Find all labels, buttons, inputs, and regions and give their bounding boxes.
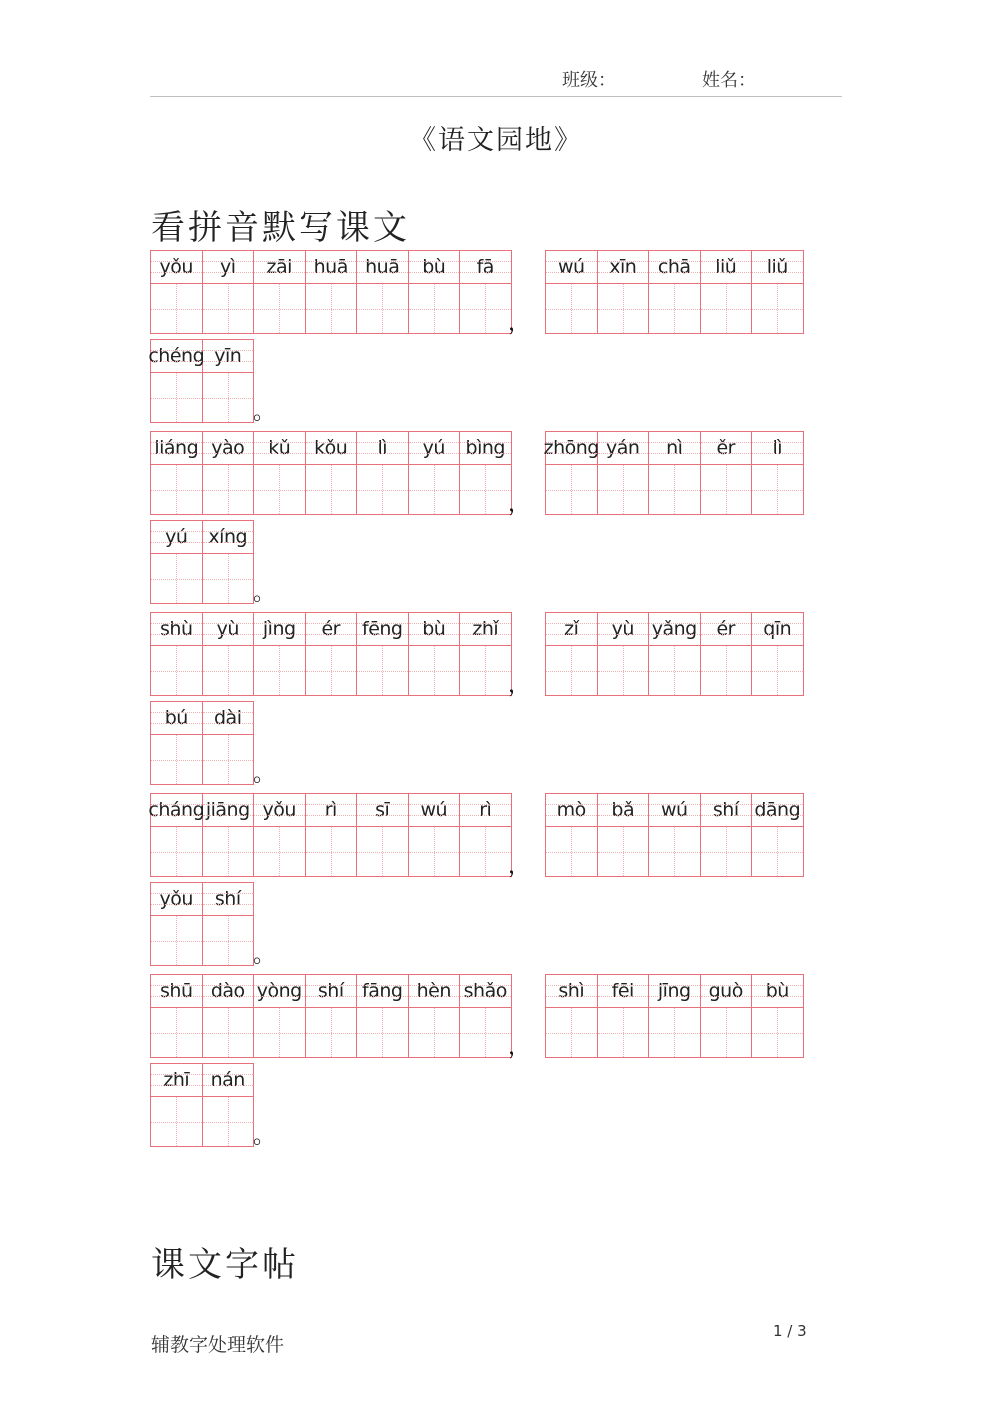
pinyin-label: lì <box>357 432 408 465</box>
writing-box[interactable] <box>598 465 649 514</box>
pinyin-label: chéng <box>151 340 202 373</box>
grid-cell[interactable] <box>598 794 650 877</box>
writing-box[interactable] <box>701 646 752 695</box>
grid-cell[interactable] <box>203 613 255 696</box>
grid-cell[interactable] <box>409 613 461 696</box>
grid-cell[interactable] <box>598 432 650 515</box>
writing-box[interactable] <box>460 465 511 514</box>
writing-box[interactable] <box>546 646 597 695</box>
pinyin-label: dào <box>203 975 254 1008</box>
comma-mark: ， <box>508 673 531 698</box>
writing-box[interactable] <box>752 284 803 333</box>
pinyin-label: yǎng <box>649 613 700 646</box>
writing-box[interactable] <box>357 284 408 333</box>
grid-cell[interactable] <box>409 794 461 877</box>
pinyin-label: shì <box>546 975 597 1008</box>
pinyin-label: rì <box>460 794 511 827</box>
phrase-group-first <box>150 974 512 1058</box>
pinyin-label: liáng <box>151 432 202 465</box>
writing-box[interactable] <box>701 284 752 333</box>
writing-box[interactable] <box>649 465 700 514</box>
comma-mark: ， <box>508 492 531 517</box>
writing-box[interactable] <box>151 1097 202 1146</box>
writing-box[interactable] <box>546 284 597 333</box>
writing-box[interactable] <box>306 284 357 333</box>
phrase-group-tail <box>150 882 254 966</box>
writing-box[interactable] <box>203 1097 254 1146</box>
pinyin-label: yù <box>203 613 254 646</box>
writing-box[interactable] <box>254 284 305 333</box>
grid-cell[interactable] <box>701 251 753 334</box>
pinyin-label: bú <box>151 702 202 735</box>
writing-box[interactable] <box>409 1008 460 1057</box>
grid-cell[interactable] <box>148 794 205 877</box>
grid-cell[interactable] <box>151 702 203 785</box>
pinyin-label: yǒu <box>151 883 202 916</box>
grid-cell[interactable] <box>357 794 409 877</box>
writing-box[interactable] <box>460 1008 511 1057</box>
grid-cell[interactable] <box>752 432 804 515</box>
phrase-group-tail <box>150 701 254 785</box>
writing-box[interactable] <box>752 646 803 695</box>
writing-box[interactable] <box>151 916 202 965</box>
period-mark: 。 <box>253 400 276 425</box>
grid-cell[interactable] <box>649 794 701 877</box>
period-mark: 。 <box>253 581 276 606</box>
grid-cell[interactable] <box>357 975 409 1058</box>
writing-box[interactable] <box>357 1008 408 1057</box>
pinyin-label: rì <box>306 794 357 827</box>
class-label: 班级： <box>562 70 616 91</box>
grid-cell[interactable] <box>306 975 358 1058</box>
pinyin-label: ěr <box>701 432 752 465</box>
writing-box[interactable] <box>701 827 752 876</box>
pinyin-label: yú <box>151 521 202 554</box>
writing-box[interactable] <box>151 465 202 514</box>
writing-box[interactable] <box>357 465 408 514</box>
grid-cell[interactable] <box>649 975 701 1058</box>
grid-cell[interactable] <box>409 251 461 334</box>
writing-box[interactable] <box>254 1008 305 1057</box>
grid-cell[interactable] <box>701 975 753 1058</box>
period-mark: 。 <box>253 943 276 968</box>
pinyin-label: nán <box>203 1064 254 1097</box>
writing-box[interactable] <box>460 284 511 333</box>
grid-cell[interactable] <box>203 340 255 423</box>
pinyin-label: mò <box>546 794 597 827</box>
grid-cell[interactable] <box>203 975 255 1058</box>
grid-cell[interactable] <box>151 975 203 1058</box>
pinyin-label: yào <box>203 432 254 465</box>
writing-box[interactable] <box>752 465 803 514</box>
grid-cell[interactable] <box>752 794 804 877</box>
phrase-group-second <box>545 250 804 334</box>
writing-box[interactable] <box>203 373 254 422</box>
phrase-group-tail <box>150 1063 254 1147</box>
pinyin-label: yòng <box>254 975 305 1008</box>
pinyin-label: fāng <box>357 975 408 1008</box>
pinyin-label: xīn <box>598 251 649 284</box>
grid-cell[interactable] <box>151 521 203 604</box>
pinyin-label: ér <box>701 613 752 646</box>
pinyin-label: fēi <box>598 975 649 1008</box>
writing-box[interactable] <box>254 465 305 514</box>
writing-box[interactable] <box>649 1008 700 1057</box>
writing-box[interactable] <box>357 827 408 876</box>
grid-cell[interactable] <box>203 251 255 334</box>
phrase-group-second <box>545 974 804 1058</box>
writing-box[interactable] <box>546 1008 597 1057</box>
writing-box[interactable] <box>151 827 202 876</box>
writing-box[interactable] <box>357 646 408 695</box>
period-mark: 。 <box>253 1124 276 1149</box>
grid-cell[interactable] <box>203 794 255 877</box>
pinyin-label: hèn <box>409 975 460 1008</box>
grid-cell[interactable] <box>254 975 306 1058</box>
writing-box[interactable] <box>409 284 460 333</box>
section-title-copybook: 课文字帖 <box>151 1245 299 1285</box>
pinyin-label: yīn <box>203 340 254 373</box>
grid-cell[interactable] <box>306 251 358 334</box>
grid-cell[interactable] <box>203 702 255 785</box>
grid-cell[interactable] <box>752 975 804 1058</box>
writing-box[interactable] <box>306 465 357 514</box>
grid-cell[interactable] <box>203 521 255 604</box>
pinyin-label: sī <box>357 794 408 827</box>
pinyin-label: yù <box>598 613 649 646</box>
writing-box[interactable] <box>752 1008 803 1057</box>
grid-cell[interactable] <box>598 975 650 1058</box>
grid-cell[interactable] <box>701 432 753 515</box>
pinyin-label: huā <box>357 251 408 284</box>
pinyin-label: zǐ <box>546 613 597 646</box>
pinyin-label: jīng <box>649 975 700 1008</box>
writing-box[interactable] <box>546 465 597 514</box>
grid-cell[interactable] <box>460 251 512 334</box>
pinyin-label: kǒu <box>306 432 357 465</box>
grid-cell[interactable] <box>306 794 358 877</box>
writing-box[interactable] <box>598 1008 649 1057</box>
grid-cell[interactable] <box>148 340 205 423</box>
phrase-group-second <box>545 793 804 877</box>
grid-cell[interactable] <box>598 613 650 696</box>
pinyin-label: lì <box>752 432 803 465</box>
page-number: 1 / 3 <box>773 1322 807 1340</box>
footer-software: 辅教字处理软件 <box>151 1334 285 1356</box>
writing-box[interactable] <box>460 827 511 876</box>
pinyin-label: jiāng <box>203 794 254 827</box>
pinyin-label: shí <box>701 794 752 827</box>
grid-cell[interactable] <box>546 613 598 696</box>
grid-cell[interactable] <box>151 1064 203 1147</box>
grid-cell[interactable] <box>306 432 358 515</box>
grid-cell[interactable] <box>546 975 598 1058</box>
writing-box[interactable] <box>460 646 511 695</box>
writing-box[interactable] <box>306 827 357 876</box>
writing-box[interactable] <box>151 284 202 333</box>
pinyin-label: yán <box>598 432 649 465</box>
grid-cell[interactable] <box>151 883 203 966</box>
writing-box[interactable] <box>203 465 254 514</box>
phrase-group-tail <box>150 339 254 423</box>
writing-box[interactable] <box>151 1008 202 1057</box>
grid-cell[interactable] <box>546 794 598 877</box>
writing-box[interactable] <box>409 646 460 695</box>
pinyin-label: shù <box>151 613 202 646</box>
grid-cell[interactable] <box>701 794 753 877</box>
pinyin-label: jìng <box>254 613 305 646</box>
writing-box[interactable] <box>701 1008 752 1057</box>
pinyin-label: shū <box>151 975 202 1008</box>
comma-mark: ， <box>508 311 531 336</box>
grid-cell[interactable] <box>203 1064 255 1147</box>
pinyin-label: chā <box>649 251 700 284</box>
pinyin-label: yǒu <box>254 794 305 827</box>
pinyin-label: huā <box>306 251 357 284</box>
writing-box[interactable] <box>203 1008 254 1057</box>
pinyin-label: guò <box>701 975 752 1008</box>
pinyin-label: yǒu <box>151 251 202 284</box>
phrase-group-first <box>150 793 512 877</box>
grid-cell[interactable] <box>460 975 512 1058</box>
grid-cell[interactable] <box>460 613 512 696</box>
writing-box[interactable] <box>254 646 305 695</box>
pinyin-label: cháng <box>151 794 202 827</box>
grid-cell[interactable] <box>254 251 306 334</box>
writing-box[interactable] <box>649 827 700 876</box>
writing-box[interactable] <box>203 646 254 695</box>
writing-box[interactable] <box>752 827 803 876</box>
writing-box[interactable] <box>203 827 254 876</box>
pinyin-label: wú <box>649 794 700 827</box>
pinyin-label: bù <box>409 251 460 284</box>
pinyin-label: bǎ <box>598 794 649 827</box>
pinyin-label: kǔ <box>254 432 305 465</box>
grid-cell[interactable] <box>543 432 599 515</box>
phrase-group-first <box>150 431 512 515</box>
phrase-group-first <box>150 612 512 696</box>
writing-box[interactable] <box>598 646 649 695</box>
pinyin-label: ér <box>306 613 357 646</box>
writing-box[interactable] <box>409 465 460 514</box>
writing-box[interactable] <box>598 284 649 333</box>
grid-cell[interactable] <box>203 883 255 966</box>
grid-cell[interactable] <box>151 613 203 696</box>
writing-box[interactable] <box>306 646 357 695</box>
grid-cell[interactable] <box>752 251 804 334</box>
phrase-group-tail <box>150 520 254 604</box>
pinyin-label: zhī <box>151 1064 202 1097</box>
grid-cell[interactable] <box>649 432 701 515</box>
header-divider <box>150 96 842 97</box>
period-mark: 。 <box>253 762 276 787</box>
grid-cell[interactable] <box>254 613 306 696</box>
grid-cell[interactable] <box>460 794 512 877</box>
pinyin-label: shǎo <box>460 975 511 1008</box>
pinyin-label: nì <box>649 432 700 465</box>
grid-cell[interactable] <box>546 251 598 334</box>
writing-box[interactable] <box>151 373 202 422</box>
writing-box[interactable] <box>254 827 305 876</box>
writing-box[interactable] <box>306 1008 357 1057</box>
comma-mark: ， <box>508 1035 531 1060</box>
grid-cell[interactable] <box>151 251 203 334</box>
name-label: 姓名： <box>702 70 756 91</box>
pinyin-label: xíng <box>203 521 254 554</box>
grid-cell[interactable] <box>598 251 650 334</box>
writing-box[interactable] <box>546 827 597 876</box>
grid-cell[interactable] <box>151 432 203 515</box>
pinyin-label: liǔ <box>752 251 803 284</box>
grid-cell[interactable] <box>357 613 409 696</box>
pinyin-label: fēng <box>357 613 408 646</box>
writing-box[interactable] <box>151 554 202 603</box>
writing-box[interactable] <box>203 916 254 965</box>
grid-cell[interactable] <box>649 251 701 334</box>
grid-cell[interactable] <box>254 432 306 515</box>
writing-box[interactable] <box>649 284 700 333</box>
pinyin-label: zhǐ <box>460 613 511 646</box>
writing-box[interactable] <box>203 735 254 784</box>
pinyin-label: wú <box>409 794 460 827</box>
writing-box[interactable] <box>203 554 254 603</box>
grid-cell[interactable] <box>701 613 753 696</box>
pinyin-label: yì <box>203 251 254 284</box>
grid-cell[interactable] <box>357 251 409 334</box>
writing-box[interactable] <box>409 827 460 876</box>
pinyin-label: qīn <box>752 613 803 646</box>
pinyin-label: yú <box>409 432 460 465</box>
grid-cell[interactable] <box>254 794 306 877</box>
pinyin-label: bù <box>752 975 803 1008</box>
grid-cell[interactable] <box>306 613 358 696</box>
writing-box[interactable] <box>151 646 202 695</box>
section-title-dictation: 看拼音默写课文 <box>151 208 410 248</box>
writing-box[interactable] <box>598 827 649 876</box>
grid-cell[interactable] <box>752 613 804 696</box>
grid-cell[interactable] <box>649 613 701 696</box>
writing-box[interactable] <box>151 735 202 784</box>
phrase-group-second <box>545 612 804 696</box>
pinyin-label: bù <box>409 613 460 646</box>
pinyin-label: shí <box>306 975 357 1008</box>
writing-box[interactable] <box>701 465 752 514</box>
pinyin-label: dài <box>203 702 254 735</box>
pinyin-label: dāng <box>752 794 803 827</box>
writing-box[interactable] <box>649 646 700 695</box>
writing-box[interactable] <box>203 284 254 333</box>
pinyin-label: zāi <box>254 251 305 284</box>
pinyin-label: fā <box>460 251 511 284</box>
phrase-group-second <box>545 431 804 515</box>
phrase-group-first <box>150 250 512 334</box>
pinyin-label: bìng <box>460 432 511 465</box>
grid-cell[interactable] <box>460 432 512 515</box>
grid-cell[interactable] <box>203 432 255 515</box>
pinyin-label: liǔ <box>701 251 752 284</box>
grid-cell[interactable] <box>409 975 461 1058</box>
pinyin-label: zhōng <box>546 432 597 465</box>
document-title: 《语文园地》 <box>409 125 583 156</box>
pinyin-label: shí <box>203 883 254 916</box>
comma-mark: ， <box>508 854 531 879</box>
pinyin-label: wú <box>546 251 597 284</box>
grid-cell[interactable] <box>357 432 409 515</box>
grid-cell[interactable] <box>409 432 461 515</box>
